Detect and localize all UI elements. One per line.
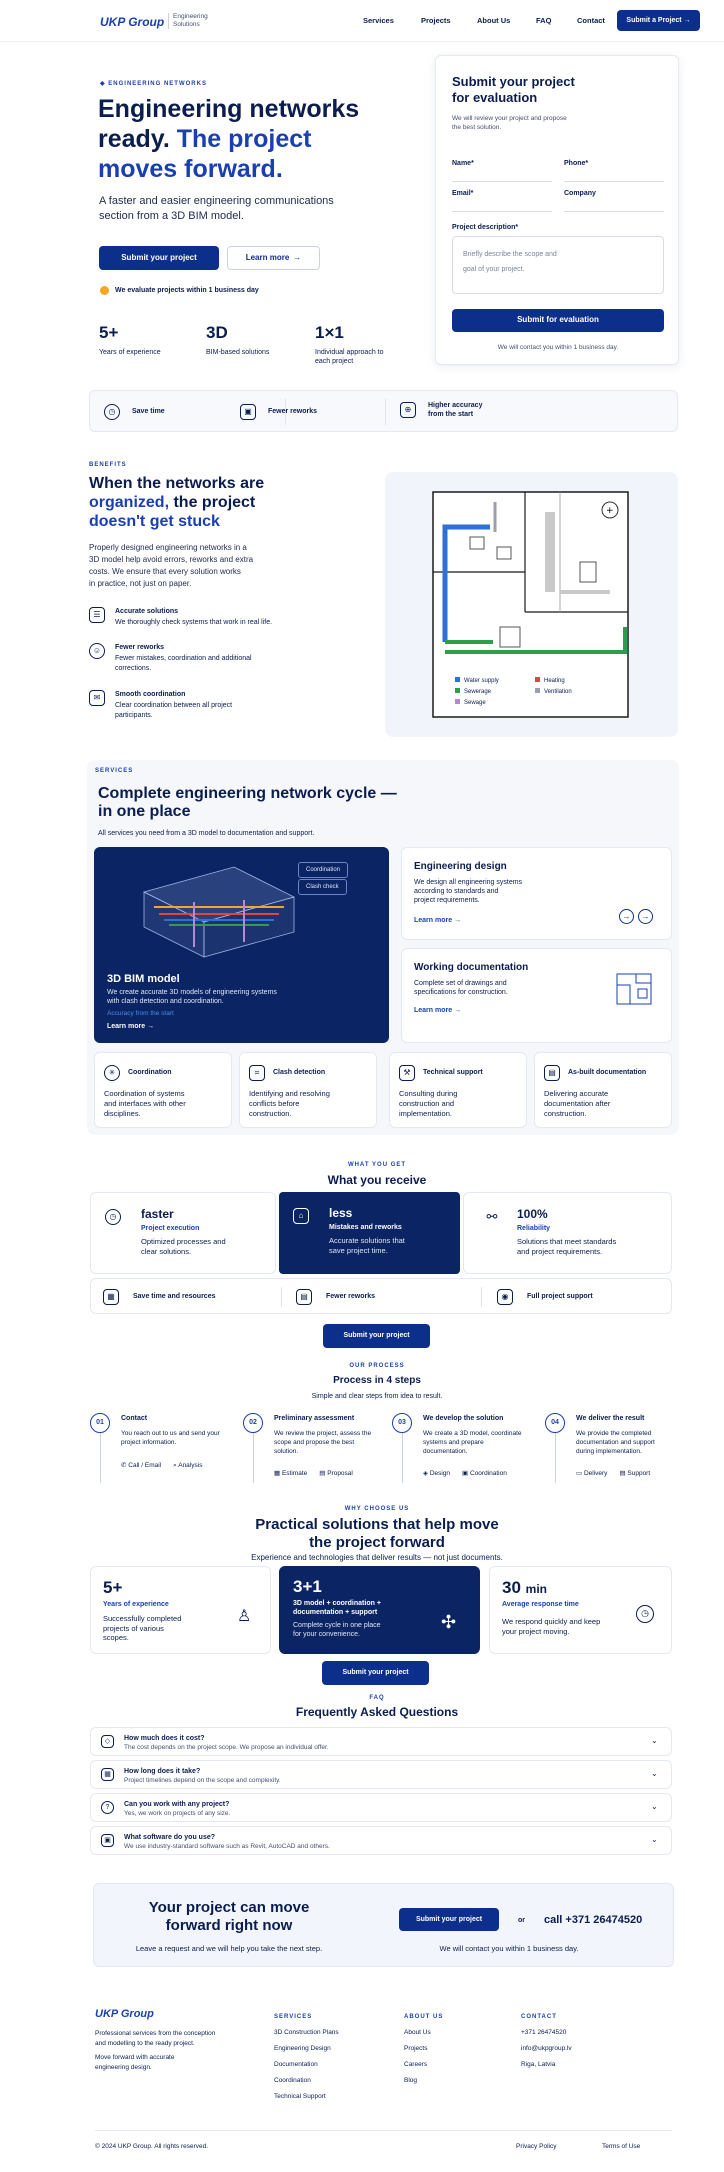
support-icon: ◉ [497,1289,513,1305]
why-eyebrow: WHY CHOOSE US [344,1506,410,1512]
project-description-textarea[interactable]: Briefly describe the scope and goal of your project. [452,236,664,294]
faq-item-cost[interactable]: ◇ How much does it cost? The cost depends on the project scope. We propose an individual offer. ⌄ [90,1727,672,1756]
process-step-3: 03 We develop the solution We create a 3D model, coordinate systems and prepare documentation. ◈ Design ▣ Coordination [392,1413,532,1483]
strip-divider [385,399,386,425]
analysis-icon: ⌕ Analysis [173,1462,203,1469]
strip-divider [281,1287,282,1307]
footer-phone[interactable]: +371 26474520 [521,2029,567,2036]
benefits-title: When the networks are organized, the project doesn't get stuck [89,475,265,530]
footer-link[interactable]: Engineering Design [274,2045,331,2052]
coordination-icon: ▣ Coordination [462,1470,507,1477]
hero-submit-button[interactable]: Submit your project [99,246,219,270]
service-clash-detection[interactable]: ⌗ Clash detection Identifying and resolving conflicts before construction. [239,1052,377,1128]
logo-divider [168,13,169,29]
blueprint-icon [616,973,652,1005]
cta-submit-button[interactable]: Submit your project [399,1908,499,1931]
process-step-2: 02 Preliminary assessment We review the project, assess the scope and propose the best solution. ▦ Estimate ▤ Proposal [243,1413,383,1483]
delivery-icon: ▭ Delivery [576,1470,608,1477]
software-icon: ▣ [101,1834,114,1847]
clock-icon: ◷ [104,404,120,420]
receive-eyebrow: WHAT YOU GET [347,1162,407,1168]
engineering-design-card[interactable]: Engineering design We design all engineering systems according to standards and project requirements. Learn more → → → [401,847,672,940]
receive-card-reliability: ⚯ 100% Reliability Solutions that meet standards and project requirements. [463,1192,672,1274]
clock-badge-icon [100,286,109,295]
receive-card-less: ⌂ less Mistakes and reworks Accurate solutions that save project time. [279,1192,460,1274]
accuracy-icon: ⊕ [400,402,416,418]
support-icon: ▤ Support [619,1470,651,1477]
name-label: Name* [452,160,474,167]
docs-learn-more-link[interactable]: Learn more → [414,1007,462,1014]
footer-about-column: ABOUT US About Us Projects Careers Blog [404,2009,443,2089]
arrow-right-icon[interactable]: → [638,909,653,924]
legend-item-sewage: Sewage [455,699,535,707]
calendar-icon: ▦ [101,1768,114,1781]
cta-phone-link[interactable]: call +371 26474520 [544,1914,643,1926]
privacy-policy-link[interactable]: Privacy Policy [516,2143,557,2150]
cta-title: Your project can move forward right now [148,1899,310,1934]
strip-item-save-time: ◷ Save time [104,404,165,420]
benefit-accurate: ☰ Accurate solutions We thoroughly check systems that work in real life. [89,607,272,628]
legend-item-heating: Heating [535,677,615,685]
hero-stat-years: 5+ Years of experience [99,323,161,356]
service-as-built[interactable]: ▤ As-built documentation Delivering accurate documentation after construction. [534,1052,672,1128]
checklist-icon: ☰ [89,607,105,623]
services-subtitle: All services you need from a 3D model to documentation and support. [98,830,315,837]
benefits-eyebrow: BENEFITS [89,462,127,468]
bim-learn-more-link[interactable]: Learn more → [107,1023,155,1030]
nav-item-services[interactable]: Services [363,16,394,25]
chevron-down-icon[interactable]: ⌄ [651,1802,658,1811]
hero-eyebrow: ◆ ENGINEERING NETWORKS [100,81,207,87]
strip-item-fewer-reworks: ▣ Fewer reworks [240,404,317,420]
strip-item-accuracy: ⊕ Higher accuracy from the start [400,401,498,420]
nav-item-contact[interactable]: Contact [577,16,605,25]
handshake-icon: ⚯ [486,1209,498,1225]
footer-logo[interactable]: UKP Group [95,2008,154,2020]
process-eyebrow: OUR PROCESS [349,1363,405,1369]
legend [455,677,615,707]
footer-email[interactable]: info@ukpgroup.lv [521,2045,572,2052]
wrench-icon: ⚒ [399,1065,415,1081]
hero-learn-more-button[interactable]: Learn more → [227,246,320,270]
chevron-down-icon[interactable]: ⌄ [651,1736,658,1745]
hero-stat-3d: 3D BIM-based solutions [206,323,270,356]
nav-item-about[interactable]: About Us [477,16,511,25]
layers-icon: ⌂ [293,1208,309,1224]
svg-text:+: + [606,506,614,516]
why-card-years: 5+ Years of experience Successfully completed projects of various scopes. ♙ [90,1566,271,1654]
form-title: Submit your project for evaluation [452,74,575,105]
service-technical-support[interactable]: ⚒ Technical support Consulting during construction and implementation. [389,1052,527,1128]
bim-title: 3D BIM model [107,973,180,985]
faq-eyebrow: FAQ [369,1695,385,1701]
description-label: Project description* [452,224,519,231]
form-description: We will review your project and propose the best solution. [452,115,567,131]
logo[interactable]: UKP Group [100,15,165,29]
legend-item-sewerage: Sewerage [455,688,535,696]
receive-cta-button[interactable]: Submit your project [323,1324,430,1348]
service-coordination[interactable]: ✳ Coordination Coordination of systems and interfaces with other disciplines. [94,1052,232,1128]
company-label: Company [564,190,596,197]
why-subtitle: Experience and technologies that deliver results — not just documents. [251,1553,503,1562]
terms-of-use-link[interactable]: Terms of Use [602,2143,641,2150]
design-learn-more-link[interactable]: Learn more → [414,917,462,924]
legend-item-ventilation: Ventilation [535,688,615,696]
hero-note: We evaluate projects within 1 business day [100,286,259,295]
process-title: Process in 4 steps [333,1375,421,1386]
process-step-1: 01 Contact You reach out to us and send your project information. ✆ Call / Email ⌕ Analysis [90,1413,230,1483]
chat-icon: ✉ [89,690,105,706]
receive-title: What you receive [327,1173,427,1187]
form-note: We will contact you within 1 business day. [497,344,619,351]
footer-contact-column: CONTACT +371 26474520 info@ukpgroup.lv Riga, Latvia [521,2009,572,2073]
company-field[interactable] [564,192,664,212]
footer-address: Riga, Latvia [521,2061,556,2068]
services-eyebrow: SERVICES [95,768,134,774]
footer-link[interactable]: Coordination [274,2077,311,2084]
why-card-cycle: 3+1 3D model + coordination + documentation + support Complete cycle in one place for your convenience. ✣ [279,1566,480,1654]
faq-title: Frequently Asked Questions [295,1705,459,1719]
footer-copyright: © 2024 UKP Group. All rights reserved. [95,2143,209,2150]
hero-description: A faster and easier engineering communications section from a 3D BIM model. [99,195,334,222]
receive-card-faster: ◷ faster Project execution Optimized processes and clear solutions. [90,1192,276,1274]
proposal-icon: ▤ Proposal [319,1470,353,1477]
benefit-coordination: ✉ Smooth coordination Clear coordination between all project participants. [89,690,232,721]
nav-item-faq[interactable]: FAQ [536,16,552,25]
footer-link[interactable]: About Us [404,2029,431,2036]
email-label: Email* [452,190,474,197]
footer-link[interactable]: Technical Support [274,2093,326,2100]
strip-divider [481,1287,482,1307]
phone-icon: ✆ Call / Email [121,1462,162,1469]
arrow-left-icon[interactable]: → [619,909,634,924]
clash-check-tag: Clash check [298,879,347,895]
benefit-fewer-reworks: ☺ Fewer reworks Fewer mistakes, coordination and additional corrections. [89,643,252,674]
email-field[interactable] [452,192,552,212]
nav-item-projects[interactable]: Projects [421,16,451,25]
footer-link[interactable]: Documentation [274,2061,318,2068]
puzzle-icon: ✣ [441,1612,457,1632]
footer-link[interactable]: Blog [404,2077,418,2084]
bim-model-illustration [134,862,304,962]
document-icon: ▤ [296,1289,312,1305]
name-field[interactable] [452,162,552,182]
floor-plan-illustration [385,472,678,737]
form-submit-button[interactable]: Submit for evaluation [452,309,664,332]
hero-stat-approach: 1×1 Individual approach to each project [315,323,384,366]
footer-services-column: SERVICES 3D Construction Plans Engineering Design Documentation Coordination Technical Support [274,2009,339,2105]
services-title: Complete engineering network cycle — in one place [98,785,397,820]
chevron-down-icon[interactable]: ⌄ [651,1769,658,1778]
calendar-icon: ▦ [103,1289,119,1305]
top-nav [0,0,724,42]
legend-item-water: Water supply [455,677,535,685]
why-title: Practical solutions that help move the project forward [255,1516,499,1551]
benefits-description: Properly designed engineering networks in a 3D model help avoid errors, reworks and extra costs. We ensure that every solution works in practice, not just on paper. [89,543,254,588]
phone-field[interactable] [564,162,664,182]
cta-note: We will contact you within 1 business day. [439,1944,579,1953]
tag-icon: ◇ [101,1735,114,1748]
box-icon: ▣ [240,404,256,420]
footer-link[interactable]: 3D Construction Plans [274,2029,339,2036]
phone-label: Phone* [564,160,589,167]
design-icon: ◈ Design [423,1470,451,1477]
process-subtitle: Simple and clear steps from idea to result. [311,1393,443,1400]
footer-link[interactable]: Projects [404,2045,428,2052]
cta-subtitle: Leave a request and we will help you take the next step. [135,1944,323,1953]
footer-divider [95,2130,672,2131]
nav-cta-button[interactable]: Submit a Project → [617,10,700,31]
coordination-tag: Coordination [298,862,348,878]
footer-link[interactable]: Careers [404,2061,428,2068]
receive-strip: ▦ Save time and resources ▤ Fewer reworks ◉ Full project support [90,1278,672,1314]
hero-title: Engineering networks ready. The project moves forward. [98,95,360,183]
working-documentation-card[interactable]: Working documentation Complete set of drawings and specifications for construction. Learn more → [401,948,672,1043]
faq-item-software[interactable]: ▣ What software do you use? We use industry-standard software such as Revit, AutoCAD and others. ⌄ [90,1826,672,1855]
footer-description: Professional services from the conception and modelling to the ready project. Move forward with accurate engineering design. [95,2030,216,2071]
process-step-4: 04 We deliver the result We provide the completed documentation and support during implementation. ▭ Delivery ▤ Support [545,1413,680,1483]
cta-banner: Your project can move forward right now Leave a request and we will help you take the next step. Submit your project or call +371 26474520 We will contact you within 1 business day. [93,1883,674,1967]
bim-accent: Accuracy from the start [107,1010,174,1017]
evaluation-form-card [435,55,679,365]
estimate-icon: ▦ Estimate [274,1470,308,1477]
faq-item-any-project[interactable]: ? Can you work with any project? Yes, we work on projects of any size. ⌄ [90,1793,672,1822]
feature-strip [89,390,678,432]
clock-icon: ◷ [636,1605,654,1623]
why-card-response: 30 min Average response time We respond quickly and keep your project moving. ◷ [489,1566,672,1654]
question-icon: ? [101,1801,114,1814]
speed-icon: ◷ [105,1209,121,1225]
why-cta-button[interactable]: Submit your project [322,1661,429,1685]
document-icon: ▤ [544,1065,560,1081]
clash-icon: ⌗ [249,1065,265,1081]
user-icon: ♙ [237,1608,252,1625]
person-icon: ☺ [89,643,105,659]
network-icon: ✳ [104,1065,120,1081]
faq-item-duration[interactable]: ▦ How long does it take? Project timelines depend on the scope and complexity. ⌄ [90,1760,672,1789]
bim-model-card[interactable] [94,847,389,1043]
chevron-down-icon[interactable]: ⌄ [651,1835,658,1844]
logo-subtitle: Engineering Solutions [173,13,208,28]
bim-text: We create accurate 3D models of engineering systems with clash detection and coordination. [107,989,277,1005]
